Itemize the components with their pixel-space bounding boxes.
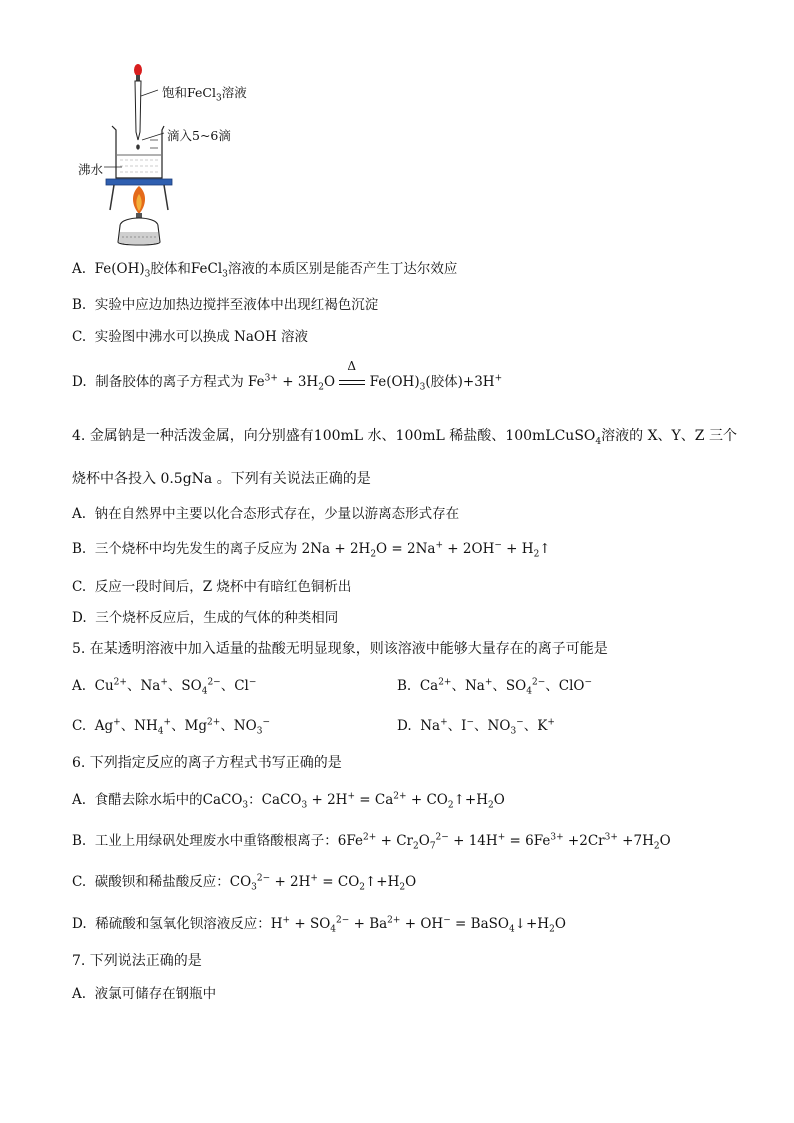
option-text: 食醋去除水垢中的CaCO: [94, 792, 243, 808]
ion: 、K: [523, 718, 548, 734]
ion: 、NO: [220, 718, 257, 734]
q5-stem: 5. 在某透明溶液中加入适量的盐酸无明显现象，则该溶液中能够大量存在的离子可能是: [72, 641, 608, 657]
q5-option-d: [397, 717, 555, 735]
q5-option-a: [72, 677, 256, 695]
label-saturated-fecl3: [162, 83, 247, 104]
formula-part: + Cr: [376, 833, 413, 849]
option-letter: C.: [72, 329, 87, 345]
formula-part: 胶体和FeCl: [150, 261, 223, 277]
formula-part: O: [493, 792, 505, 808]
label-drop-count: 滴入5~6滴: [167, 128, 231, 143]
superscript: 2+: [387, 915, 401, 926]
option-text: 三个烧杯反应后，生成的气体的种类相同: [95, 610, 339, 626]
q4-option-c: [72, 578, 351, 596]
q7-stem: 7. 下列说法正确的是: [72, 953, 202, 969]
leader-drop: [142, 133, 164, 140]
ion: 、Na: [451, 678, 485, 694]
formula-part: O: [418, 833, 430, 849]
formula-part: ↑+H: [453, 792, 488, 808]
ion: Cu: [94, 678, 114, 694]
option-text: 三个烧杯中均先发生的离子反应为 2Na + 2H: [94, 541, 371, 557]
option-letter: A.: [72, 792, 87, 808]
superscript: 2−: [336, 915, 350, 926]
subscript: 3: [251, 882, 257, 893]
subscript: 2: [359, 882, 365, 893]
formula-part: + SO: [290, 916, 331, 932]
option-text: 液氯可储存在钢瓶中: [94, 986, 217, 1002]
subscript: 4: [201, 686, 208, 697]
q3-option-c: [72, 328, 308, 346]
ion: 、Na: [126, 678, 161, 694]
superscript: −: [494, 540, 502, 551]
option-text: 碳酸钡和稀盐酸反应：CO: [94, 874, 252, 890]
superscript: 2−: [435, 832, 449, 843]
formula-part: Fe(OH): [369, 374, 420, 390]
option-letter: A.: [72, 261, 87, 277]
ion: Na: [420, 718, 441, 734]
question-text: 金属钠是一种活泼金属，向分别盛有100mL 水、100mL 稀盐酸、100mLCuSO: [89, 428, 596, 444]
subscript: 2: [487, 800, 494, 811]
tripod-leg-left: [110, 185, 114, 210]
superscript: +: [310, 873, 318, 884]
leader-top: [141, 90, 158, 96]
ion: 、I: [447, 718, 467, 734]
subscript: 2: [370, 549, 377, 560]
question-text: 溶液的 X、Y、Z 三个: [601, 428, 737, 444]
q5-option-b: [397, 677, 592, 695]
subscript: 2: [653, 841, 660, 852]
q4-option-b: [72, 540, 551, 558]
formula-part: + 14H: [448, 833, 498, 849]
superscript: +: [282, 915, 291, 926]
superscript: 2+: [438, 677, 452, 688]
option-letter: D.: [72, 610, 87, 626]
superscript: 2−: [531, 677, 546, 688]
superscript: +: [435, 540, 444, 551]
subscript: 4: [526, 686, 532, 697]
label-top-sub: 3: [215, 93, 222, 104]
dropper-neck: [136, 75, 140, 81]
superscript: +: [484, 677, 493, 688]
ion: 、NO: [474, 718, 511, 734]
q3-option-a: [72, 260, 457, 278]
ion: Ag: [94, 718, 114, 734]
label-top-tail: 溶液: [221, 85, 247, 100]
option-letter: B.: [72, 297, 87, 313]
q4-stem-line-2: 烧杯中各投入 0.5gNa 。下列有关说法正确的是: [72, 471, 371, 487]
formula-part: = Ca: [354, 792, 394, 808]
q7-option-a: [72, 985, 216, 1003]
superscript: +: [494, 373, 503, 384]
formula-part: O: [554, 916, 566, 932]
ion: 、SO: [492, 678, 527, 694]
superscript: 3+: [264, 373, 278, 384]
subscript: 3: [222, 269, 228, 280]
formula-part: = 6Fe: [505, 833, 551, 849]
superscript: 2+: [393, 791, 407, 802]
option-text: 稀硫酸和氢氧化钡溶液反应：H: [95, 916, 283, 932]
superscript: +: [160, 677, 168, 688]
q4-option-a: [72, 505, 459, 523]
formula-part: O: [659, 833, 671, 849]
formula-part: = BaSO: [450, 916, 509, 932]
superscript: 2+: [113, 677, 127, 688]
subscript: 2: [318, 382, 324, 393]
option-text: 实验图中沸水可以换成 NaOH 溶液: [94, 329, 309, 345]
formula-part: (胶体)+3H: [425, 374, 495, 390]
subscript: 3: [301, 800, 308, 811]
option-letter: D.: [397, 718, 412, 734]
ion: 、NH: [120, 718, 158, 734]
superscript: 2+: [363, 832, 377, 843]
superscript: −: [443, 915, 451, 926]
superscript: +: [547, 717, 555, 728]
formula-part: ↓+H: [514, 916, 550, 932]
option-text: 实验中应边加热边搅拌至液体中出现红褐色沉淀: [94, 297, 379, 313]
formula-part: +7H: [617, 833, 654, 849]
q6-option-a: [72, 791, 505, 809]
superscript: −: [466, 717, 475, 728]
subscript: 2: [413, 841, 419, 852]
formula-part: + Ba: [349, 916, 388, 932]
apparatus-figure: [70, 60, 270, 255]
superscript: +: [113, 717, 121, 728]
option-text: 制备胶体的离子方程式为 Fe: [95, 374, 265, 390]
formula-part: + 2H: [307, 792, 348, 808]
superscript: −: [516, 717, 524, 728]
option-letter: C.: [72, 874, 87, 890]
q6-stem: 6. 下列指定反应的离子方程式书写正确的是: [72, 755, 342, 771]
superscript: +: [347, 791, 355, 802]
tripod-leg-right: [164, 185, 168, 210]
formula-part: + CO: [406, 792, 448, 808]
q6-option-d: [72, 915, 566, 933]
ion: 、SO: [167, 678, 202, 694]
heat-arrow: [339, 359, 365, 391]
option-letter: D.: [72, 374, 87, 390]
option-letter: C.: [72, 718, 87, 734]
formula-part: ↑+H: [365, 874, 400, 890]
option-letter: D.: [72, 916, 87, 932]
formula-part: + 2H: [270, 874, 311, 890]
option-letter: B.: [397, 678, 412, 694]
q4-stem-line-1: [72, 427, 737, 445]
superscript: −: [262, 717, 270, 728]
superscript: 2−: [256, 873, 271, 884]
q5-option-c: [72, 717, 270, 735]
option-text: 反应一段时间后，Z 烧杯中有暗红色铜析出: [94, 579, 352, 595]
formula-part: + H: [501, 541, 534, 557]
subscript: 3: [510, 726, 517, 737]
subscript: 2: [533, 549, 540, 560]
option-letter: B.: [72, 833, 87, 849]
option-letter: C.: [72, 579, 87, 595]
subscript: 3: [144, 269, 151, 280]
superscript: 2−: [207, 677, 221, 688]
option-letter: B.: [72, 541, 87, 557]
formula-part: = CO: [317, 874, 360, 890]
formula-part: + OH: [400, 916, 444, 932]
formula-part: + 3H: [277, 374, 319, 390]
subscript: 4: [330, 924, 337, 935]
dropper-tube: [135, 81, 141, 140]
subscript: 3: [242, 800, 249, 811]
q4-option-d: [72, 609, 338, 627]
subscript: 3: [419, 382, 426, 393]
superscript: 2+: [207, 717, 221, 728]
equals-long: [339, 380, 365, 385]
formula-part: O = 2Na: [376, 541, 436, 557]
superscript: +: [440, 717, 448, 728]
q3-option-b: [72, 296, 378, 314]
subscript: 4: [508, 924, 515, 935]
subscript: 2: [549, 924, 555, 935]
q6-option-b: [72, 832, 671, 850]
label-boiling-water: 沸水: [78, 162, 104, 177]
subscript: 4: [595, 436, 602, 447]
superscript: +: [163, 717, 172, 728]
formula-part: ：CaCO: [248, 792, 302, 808]
subscript: 3: [256, 726, 263, 737]
label-top-text: 饱和FeCl: [162, 85, 216, 100]
ion: Ca: [419, 678, 439, 694]
formula-part: + 2OH: [443, 541, 495, 557]
subscript: 4: [157, 726, 164, 737]
superscript: −: [248, 677, 257, 688]
dropper-bulb: [134, 64, 142, 76]
formula-part: +2Cr: [563, 833, 605, 849]
superscript: 3+: [604, 832, 618, 843]
superscript: −: [584, 677, 593, 688]
lamp-liquid: [119, 232, 159, 244]
option-letter: A.: [72, 678, 87, 694]
subscript: 7: [429, 841, 436, 852]
subscript: 2: [447, 800, 454, 811]
drop: [136, 144, 140, 149]
option-text: 钠在自然界中主要以化合态形式存在，少量以游离态形式存在: [94, 506, 460, 522]
asbestos-gauze: [106, 179, 172, 185]
ion: 、Mg: [171, 718, 208, 734]
option-text: 溶液的本质区别是能否产生丁达尔效应: [227, 261, 458, 277]
ion: 、ClO: [545, 678, 585, 694]
question-number: 4.: [72, 428, 86, 444]
superscript: +: [497, 832, 506, 843]
ion: 、Cl: [220, 678, 249, 694]
option-letter: A.: [72, 986, 87, 1002]
option-text: 工业上用绿矾处理废水中重铬酸根离子：6Fe: [94, 833, 364, 849]
q3-option-d: [72, 359, 503, 393]
superscript: 3+: [550, 832, 564, 843]
subscript: 2: [399, 882, 406, 893]
delta-symbol: Δ: [347, 359, 356, 373]
formula-part: O: [323, 374, 336, 390]
q6-option-c: [72, 873, 416, 891]
formula-part: Fe(OH): [94, 261, 145, 277]
formula-part: O: [405, 874, 417, 890]
option-letter: A.: [72, 506, 87, 522]
formula-part: ↑: [539, 541, 551, 557]
